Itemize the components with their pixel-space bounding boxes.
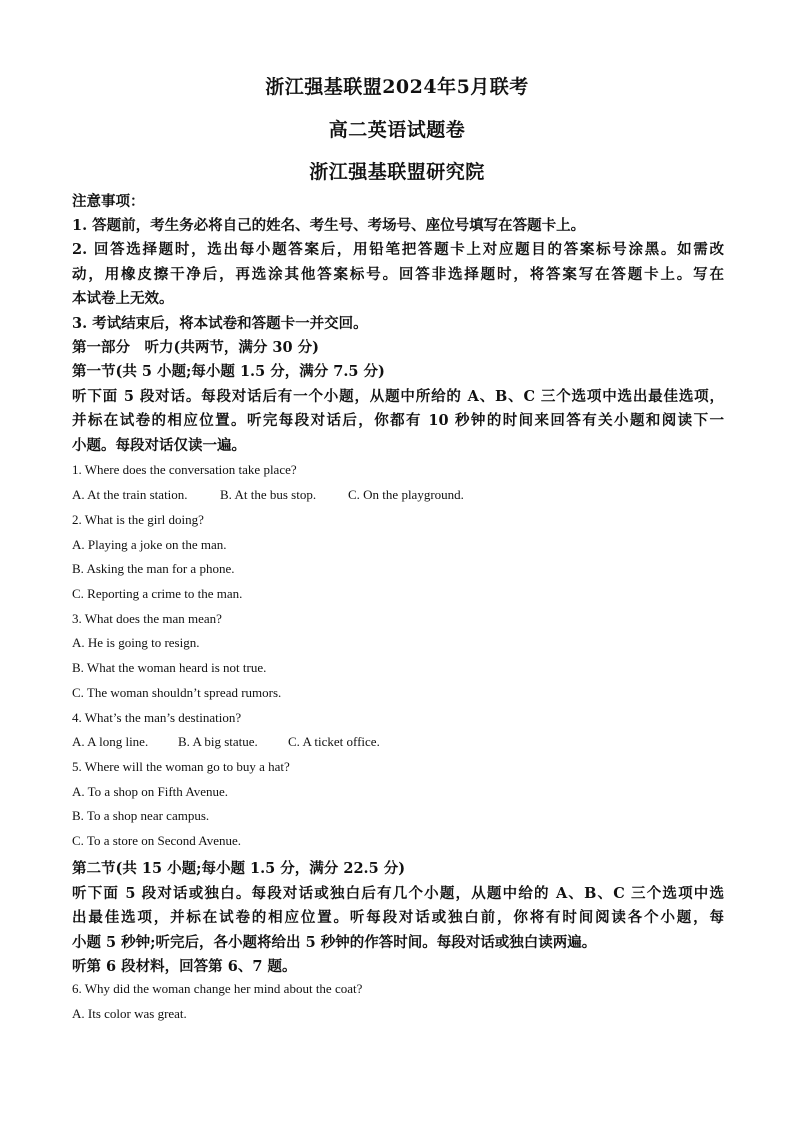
question-4-option-c: C. A ticket office. [288, 734, 380, 749]
section1-instructions-line-2: 并标在试卷的相应位置。听完每段对话后，你都有 10 秒钟的时间来回答有关小题和阅读下一 [72, 412, 724, 429]
question-4-stem: 4. What’s the man’s destination? [72, 710, 242, 725]
question-1-option-a: A. At the train station. [72, 487, 188, 502]
question-5-option-b: B. To a shop near campus. [72, 808, 210, 823]
question-5-option-c: C. To a store on Second Avenue. [72, 833, 242, 848]
section1-heading: 第一节(共 5 小题;每小题 1.5 分，满分 7.5 分) [72, 363, 385, 380]
notes-heading: 注意事项： [72, 193, 145, 210]
question-5-stem: 5. Where will the woman go to buy a hat? [72, 759, 290, 774]
note-2-line-2: 动，用橡皮擦干净后，再选涂其他答案标号。回答非选择题时，将答案写在答题卡上。写在 [72, 266, 724, 283]
section1-instructions-line-1: 听下面 5 段对话。每段对话后有一个小题，从题中所给的 A、B、C 三个选项中选出最佳选项， [72, 388, 724, 405]
note-3: 3. 考试结束后，将本试卷和答题卡一并交回。 [72, 315, 368, 332]
exam-title: 浙江强基联盟2024年5月联考 [265, 76, 529, 98]
section1-instructions-line-3: 小题。每段对话仅读一遍。 [72, 437, 246, 454]
material-6-heading: 听第 6 段材料，回答第 6、7 题。 [72, 958, 297, 975]
question-4-option-b: B. A big statue. [178, 734, 258, 749]
note-2-line-1: 2. 回答选择题时，选出每小题答案后，用铅笔把答题卡上对应题目的答案标号涂黑。如需改 [72, 241, 724, 258]
question-1-option-c: C. On the playground. [348, 487, 464, 502]
question-3-option-a: A. He is going to resign. [72, 635, 200, 650]
question-2-option-a: A. Playing a joke on the man. [72, 537, 227, 552]
part1-heading: 第一部分 听力(共两节，满分 30 分) [72, 339, 319, 356]
note-2-line-3: 本试卷上无效。 [72, 290, 174, 307]
question-6-stem: 6. Why did the woman change her mind about the coat? [72, 981, 363, 996]
note-1: 1. 答题前，考生务必将自己的姓名、考生号、考场号、座位号填写在答题卡上。 [72, 217, 586, 234]
section2-instructions-line-2: 出最佳选项，并标在试卷的相应位置。听每段对话或独白前，你将有时间阅读各个小题，每 [72, 909, 724, 926]
question-4-option-a: A. A long line. [72, 734, 149, 749]
question-3-option-b: B. What the woman heard is not true. [72, 660, 267, 675]
section2-instructions-line-1: 听下面 5 段对话或独白。每段对话或独白后有几个小题，从题中给的 A、B、C 三个选项中选 [72, 885, 724, 902]
question-6-option-a: A. Its color was great. [72, 1006, 187, 1021]
question-5-option-a: A. To a shop on Fifth Avenue. [72, 784, 229, 799]
section2-heading: 第二节(共 15 小题;每小题 1.5 分，满分 22.5 分) [72, 860, 406, 877]
exam-subtitle: 高二英语试题卷 [328, 119, 466, 141]
question-2-option-b: B. Asking the man for a phone. [72, 561, 235, 576]
question-3-stem: 3. What does the man mean? [72, 611, 222, 626]
question-2-option-c: C. Reporting a crime to the man. [72, 586, 243, 601]
question-2-stem: 2. What is the girl doing? [72, 512, 204, 527]
question-3-option-c: C. The woman shouldn’t spread rumors. [72, 685, 282, 700]
question-1-stem: 1. Where does the conversation take place? [72, 462, 297, 477]
question-1-option-b: B. At the bus stop. [220, 487, 317, 502]
question-1-options [72, 487, 724, 503]
question-4-options [72, 734, 724, 750]
section2-instructions-line-3: 小题 5 秒钟;听完后，各小题将给出 5 秒钟的作答时间。每段对话或独白读两遍。 [72, 934, 597, 951]
exam-publisher: 浙江强基联盟研究院 [309, 161, 485, 183]
